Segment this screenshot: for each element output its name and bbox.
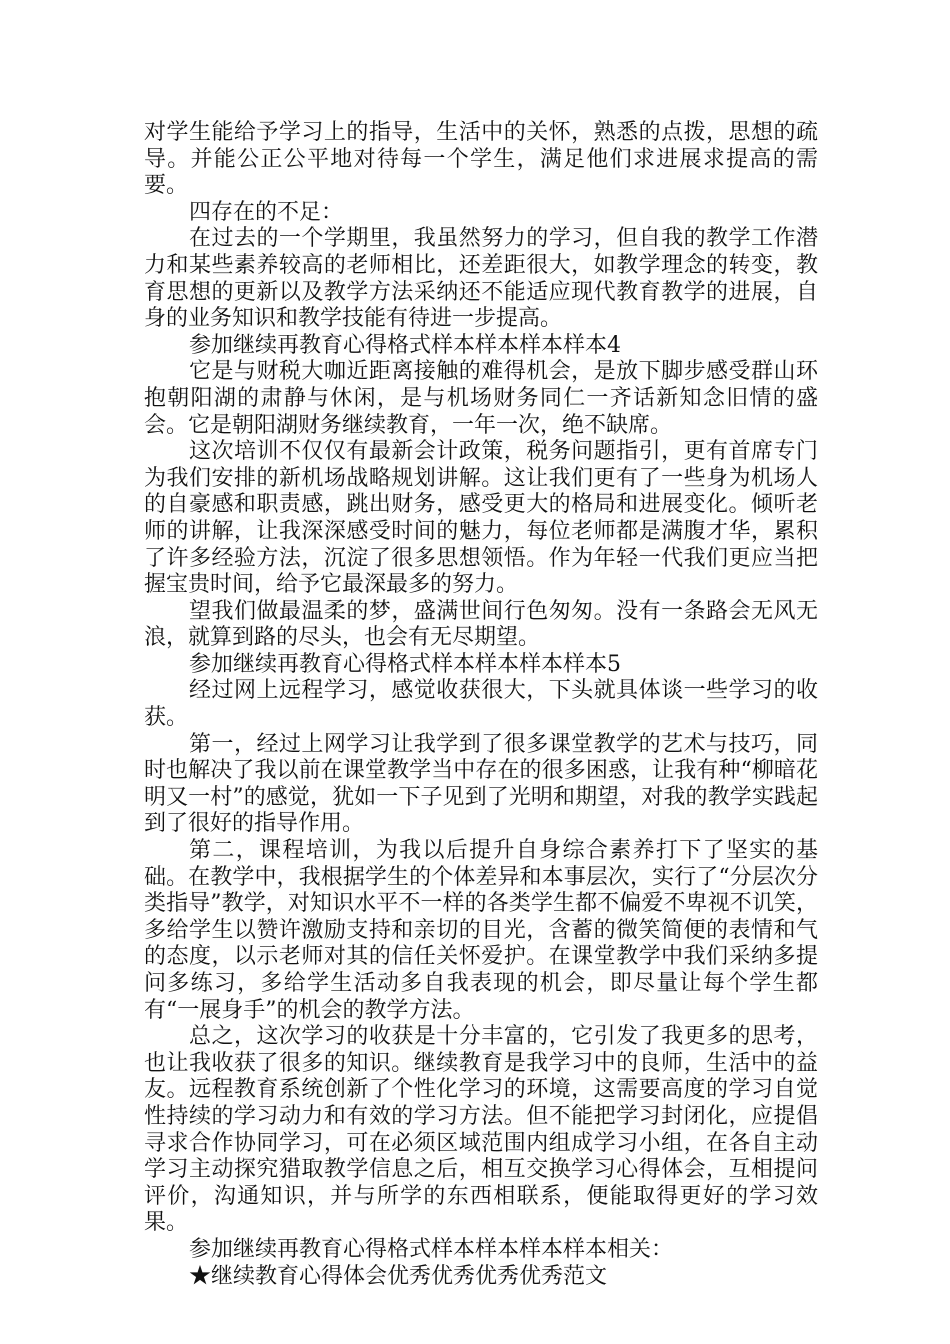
section-heading-sample-4: 参加继续再教育心得格式样本样本样本样本4: [189, 332, 621, 358]
paragraph-sample-4-opportunity: 它是与财税大咖近距离接触的难得机会，是放下脚步感受群山环抱朝阳湖的肃静与休闲，是与机场财务同仁一齐话新知念旧情的盛会。它是朝阳湖财务继续教育，一年一次，绝不缺席。: [144, 359, 818, 438]
section-heading-sample-5: 参加继续再教育心得格式样本样本样本样本5: [189, 651, 621, 677]
paragraph-intro: 对学生能给予学习上的指导，生活中的关怀，熟悉的点拨，思想的疏导。并能公正公平地对待每一个学生，满足他们求进展求提高的需要。: [144, 120, 818, 199]
paragraph-sample-4-training: 这次培训不仅仅有最新会计政策，税务问题指引，更有首席专门为我们安排的新机场战略规划讲解。这让我们更有了一些身为机场人的自豪感和职责感，跳出财务，感受更大的格局和进展变化。倾听老师的讲解，让我深深感受时间的魅力，每位老师都是满腹才华，累积了许多经验方法，沉淀了很多思想领悟。作为年轻一代我们更应当把握宝贵时间，给予它最深最多的努力。: [144, 439, 818, 598]
section-heading-shortcomings: 四存在的不足：: [189, 199, 344, 225]
paragraph-sample-4-wish: 望我们做最温柔的梦，盛满世间行色匆匆。没有一条路会无风无浪，就算到路的尽头，也会有无尽期望。: [144, 598, 818, 651]
document-page: [144, 120, 818, 1290]
paragraph-shortcomings: 在过去的一个学期里，我虽然努力的学习，但自我的教学工作潜力和某些素养较高的老师相比，还差距很大，如教学理念的转变，教育思想的更新以及教学方法采纳还不能适应现代教育教学的进展，自身的业务知识和教学技能有待进一步提高。: [144, 226, 818, 332]
paragraph-sample-5-first: 第一，经过上网学习让我学到了很多课堂教学的艺术与技巧，同时也解决了我以前在课堂教学当中存在的很多困惑，让我有种“柳暗花明又一村”的感觉，犹如一下子见到了光明和期望，对我的教学实践起到了很好的指导作用。: [144, 731, 818, 837]
related-article-link[interactable]: ★继续教育心得体会优秀优秀优秀优秀范文: [189, 1263, 608, 1289]
paragraph-sample-5-intro: 经过网上远程学习，感觉收获很大，下头就具体谈一些学习的收获。: [144, 678, 818, 731]
paragraph-sample-5-second: 第二，课程培训，为我以后提升自身综合素养打下了坚实的基础。在教学中，我根据学生的个体差异和本事层次，实行了“分层次分类指导”教学，对知识水平不一样的各类学生都不偏爱不卑视不讥笑，多给学生以赞许激励支持和亲切的目光，含蓄的微笑简便的表情和气的态度，以示老师对其的信任关怀爱护。在课堂教学中我们采纳多提问多练习，多给学生活动多自我表现的机会，即尽量让每个学生都有“一展身手”的机会的教学方法。: [144, 838, 818, 1023]
paragraph-sample-5-summary: 总之，这次学习的收获是十分丰富的，它引发了我更多的思考，也让我收获了很多的知识。继续教育是我学习中的良师，生活中的益友。远程教育系统创新了个性化学习的环境，这需要高度的学习自觉性持续的学习动力和有效的学习方法。但不能把学习封闭化，应提倡寻求合作协同学习，可在必须区域范围内组成学习小组，在各自主动学习主动探究猎取教学信息之后，相互交换学习心得体会，互相提问评价，沟通知识，并与所学的东西相联系，便能取得更好的学习效果。: [144, 1024, 818, 1236]
related-heading: 参加继续再教育心得格式样本样本样本样本相关：: [189, 1236, 674, 1262]
